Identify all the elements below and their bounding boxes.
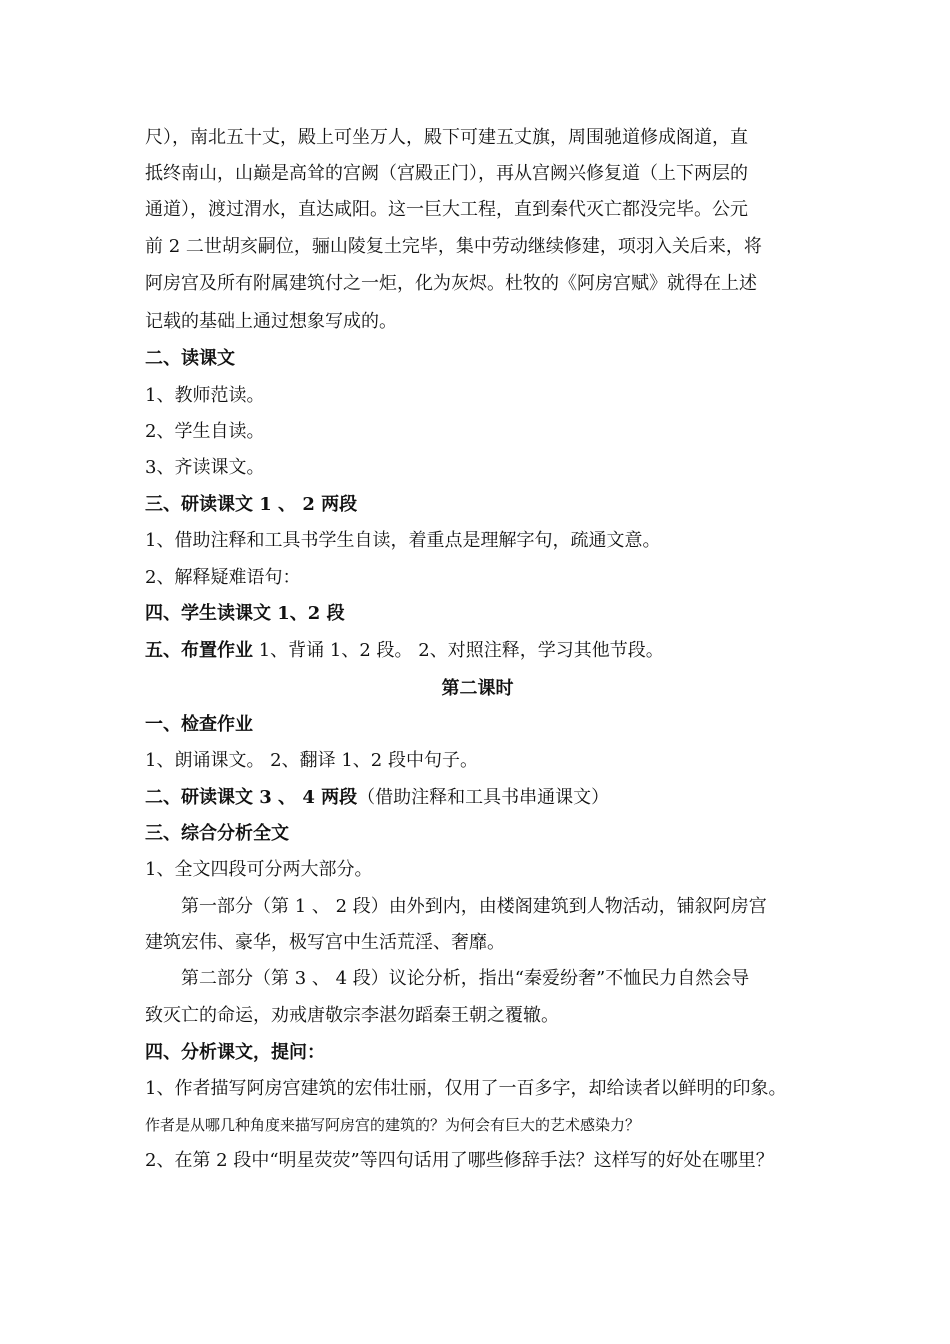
lesson-title: 第二课时 [441, 678, 514, 699]
homework-text: 1、背诵 1、2 段。 2、对照注释，学习其他节段。 [253, 640, 664, 661]
intro-line: 通道），渡过渭水，直达咸阳。这一巨大工程，直到秦代灭亡都没完毕。公元 [145, 199, 748, 220]
intro-line: 阿房宫及所有附属建筑付之一炬，化为灰烬。杜牧的《阿房宫赋》就得在上述 [145, 273, 757, 294]
paragraph-line: 第二部分（第 3 、 4 段）议论分析，指出“秦爱纷奢”不恤民力自然会导 [181, 968, 750, 989]
list-item: 1、借助注释和工具书学生自读，着重点是理解字句，疏通文意。 [145, 530, 661, 551]
question-line: 作者是从哪几种角度来描写阿房宫的建筑的？为何会有巨大的艺术感染力？ [145, 1116, 641, 1134]
intro-line: 抵终南山，山巅是高耸的宫阙（宫殿正门），再从宫阙兴修复道（上下两层的 [145, 163, 748, 184]
question-line: 1、作者描写阿房宫建筑的宏伟壮丽，仅用了一百多字，却给读者以鲜明的印象。 [145, 1078, 787, 1099]
intro-line: 尺），南北五十丈，殿上可坐万人，殿下可建五丈旗，周围驰道修成阁道，直 [145, 127, 748, 148]
list-item: 1、全文四段可分两大部分。 [145, 859, 373, 880]
paragraph-line: 第一部分（第 1 、 2 段）由外到内，由楼阁建筑到人物活动，铺叙阿房宫 [181, 896, 767, 917]
intro-line: 记载的基础上通过想象写成的。 [145, 311, 397, 332]
paragraph-line: 建筑宏伟、豪华，极写宫中生活荒淫、奢靡。 [145, 932, 505, 953]
section-heading: 四、学生读课文 1、2 段 [145, 603, 345, 624]
list-item: 3、齐读课文。 [145, 457, 265, 478]
homework-line [145, 638, 810, 664]
section-heading: 二、读课文 [145, 348, 235, 369]
paragraph-line: 致灭亡的命运，劝戒唐敬宗李湛勿蹈秦王朝之覆辙。 [145, 1005, 559, 1026]
list-item: 1、朗诵课文。 2、翻译 1、2 段中句子。 [145, 750, 478, 771]
list-item: 2、学生自读。 [145, 421, 265, 442]
section-heading: 二、研读课文 3 、 4 两段 [145, 787, 358, 808]
list-item: 1、教师范读。 [145, 385, 265, 406]
study-line [145, 785, 810, 811]
section-heading: 三、综合分析全文 [145, 823, 289, 844]
section-heading: 三、研读课文 1 、 2 两段 [145, 494, 358, 515]
section-heading: 一、检查作业 [145, 714, 253, 735]
intro-line: 前 2 二世胡亥嗣位，骊山陵复土完毕，集中劳动继续修建，项羽入关后来，将 [145, 236, 762, 257]
section-heading: 五、布置作业 [145, 640, 253, 661]
study-note: （借助注释和工具书串通课文） [357, 787, 610, 808]
section-heading: 四、分析课文，提问： [145, 1042, 325, 1063]
question-line: 2、在第 2 段中“明星荧荧”等四句话用了哪些修辞手法？这样写的好处在哪里？ [145, 1150, 774, 1171]
list-item: 2、解释疑难语句： [145, 567, 301, 588]
